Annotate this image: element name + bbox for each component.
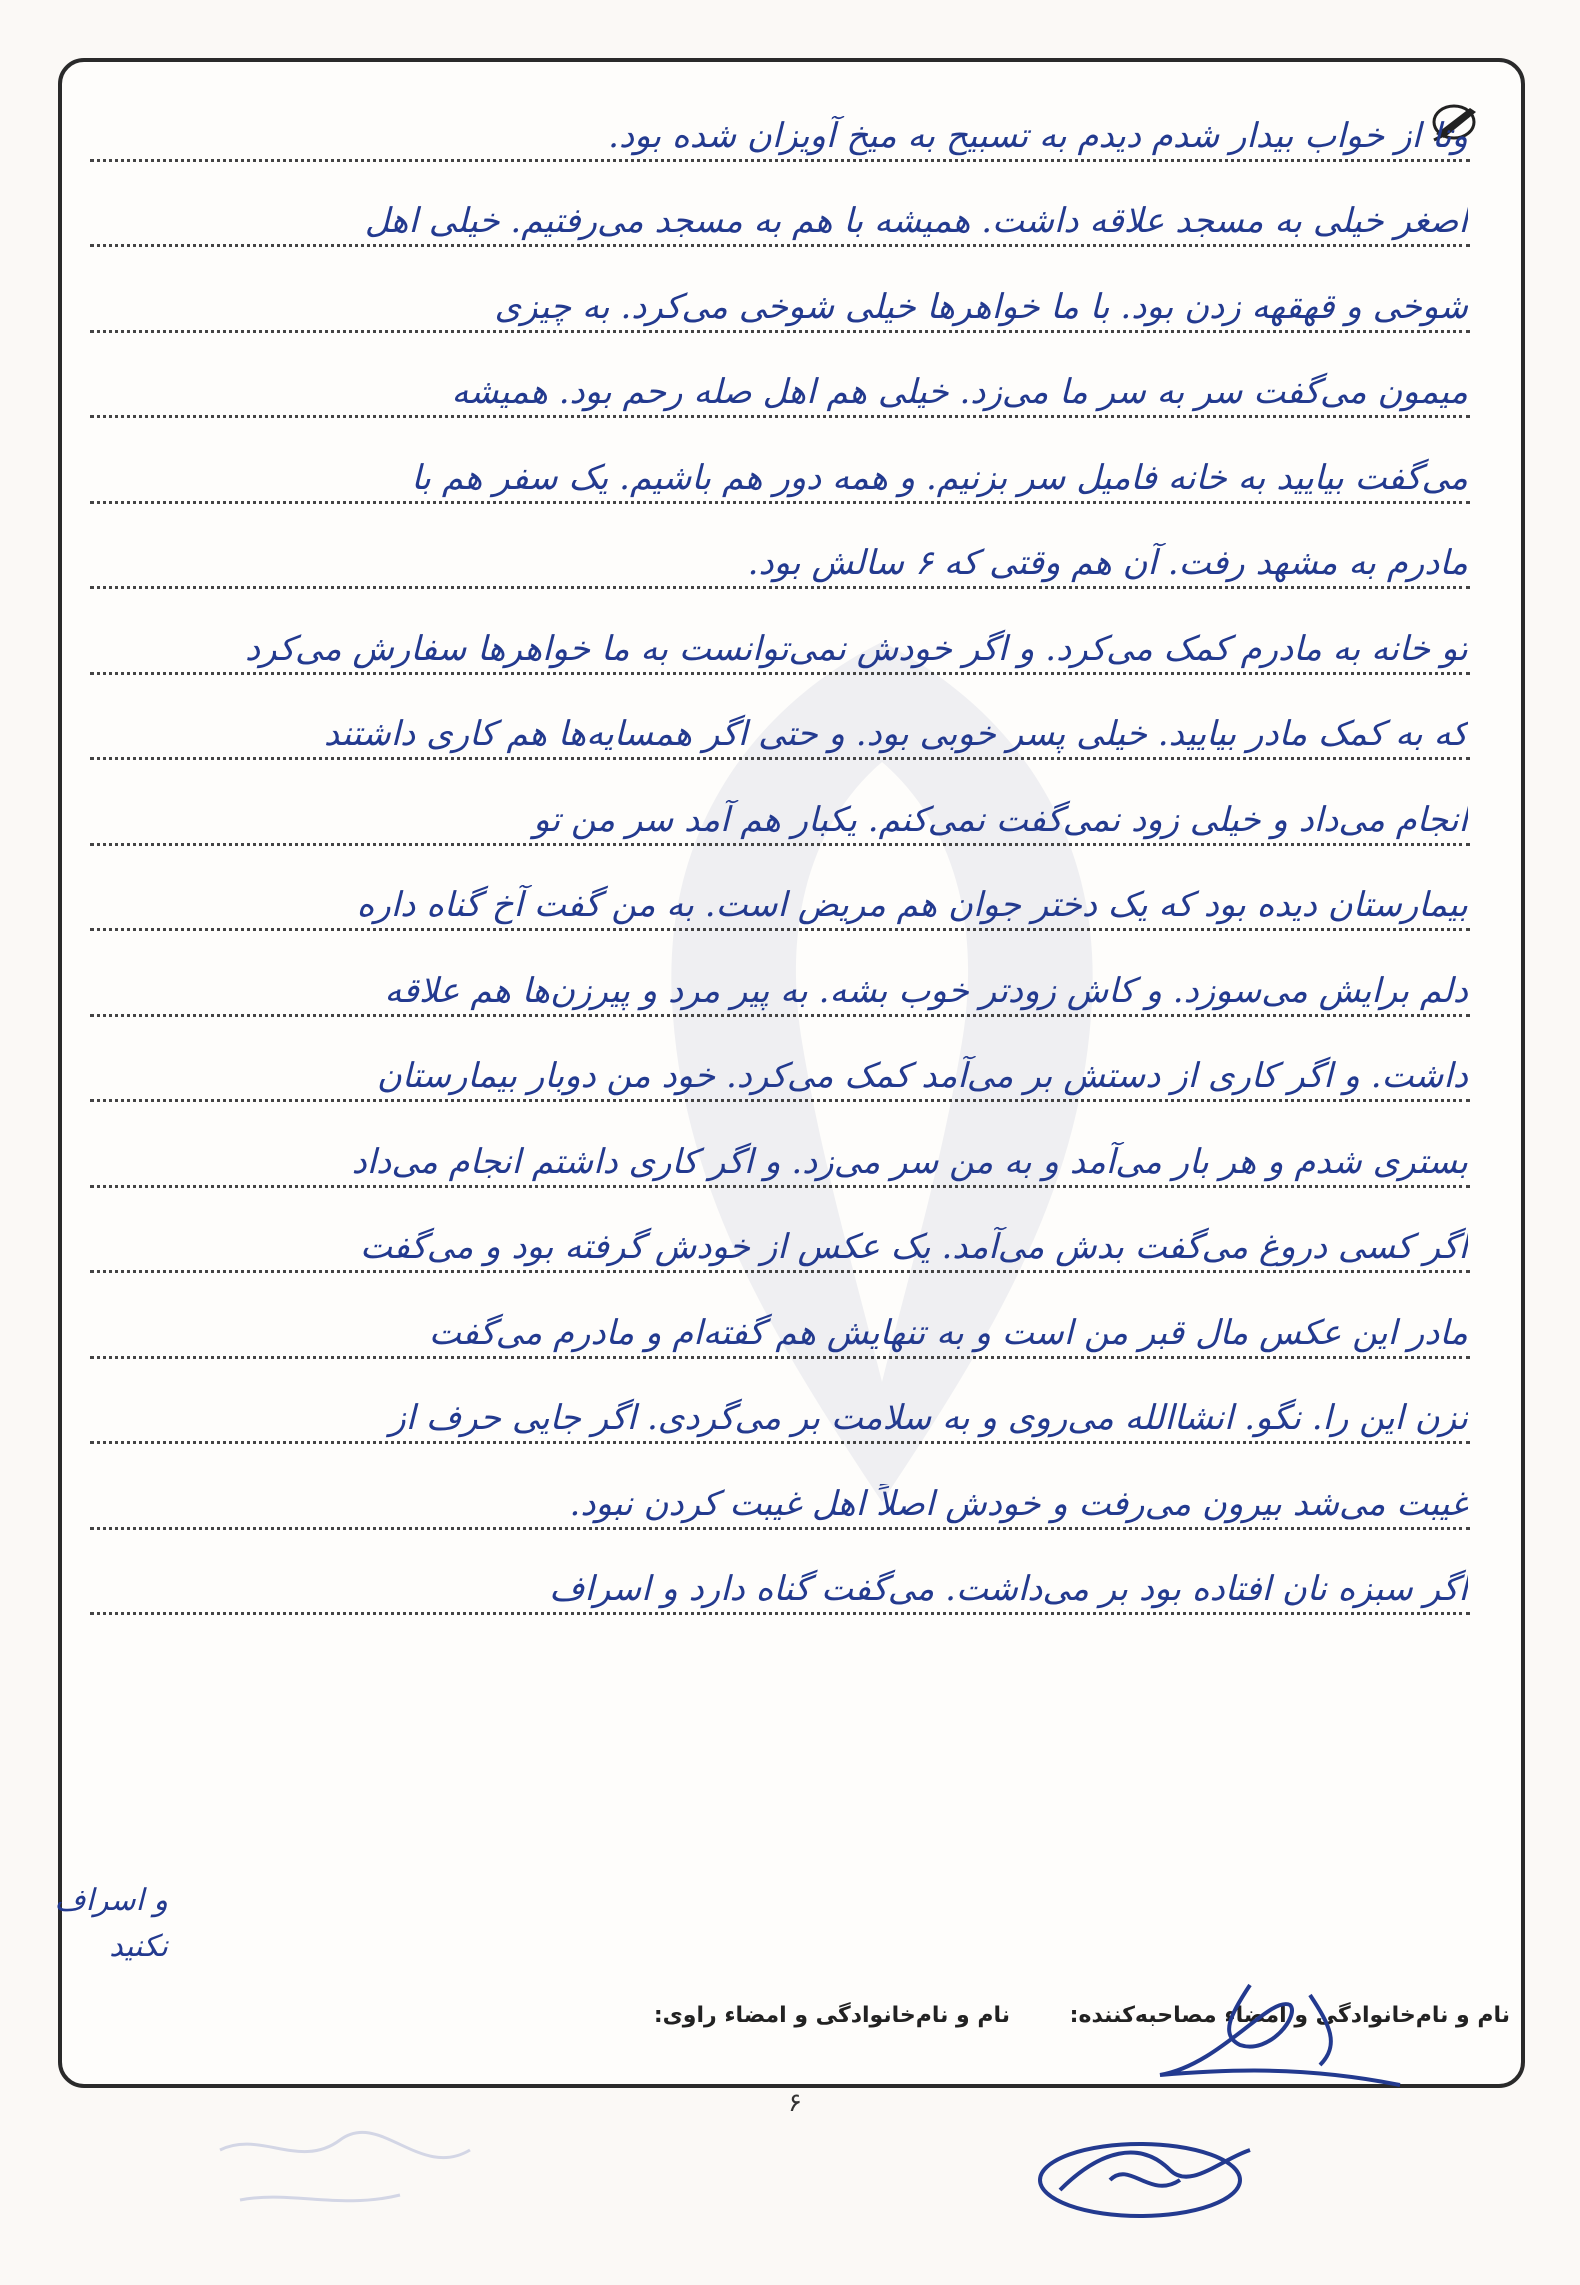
text-line <box>90 1544 1490 1630</box>
line-text: اصغر خیلی به مسجد علاقه داشت. همیشه با هم به مسجد می‌رفتیم. خیلی اهل <box>364 201 1468 241</box>
text-line <box>90 1287 1490 1373</box>
text-line <box>90 90 1490 176</box>
line-text: اگر سبزه نان افتاده بود بر می‌داشت. می‌گفت گناه دارد و اسراف <box>549 1569 1468 1609</box>
line-text: می‌گفت بیایید به خانه فامیل سر بزنیم. و همه دور هم باشیم. یک سفر هم با <box>411 457 1468 498</box>
line-text: تو خانه به مادرم کمک می‌کرد. و اگر خودش نمی‌توانست به ما خواهرها سفارش می‌کرد <box>244 628 1468 669</box>
text-line <box>90 689 1490 775</box>
text-line <box>90 1458 1490 1544</box>
page-number: ۶ <box>788 2088 802 2118</box>
line-text: شوخی و قهقهه زدن بود. با ما خواهرها خیلی شوخی می‌کرد. به چیزی <box>494 286 1468 327</box>
interviewer-signature-label: نام و نام‌خانوادگی و امضاء مصاحبه‌کننده: <box>1069 2003 1510 2028</box>
text-line <box>90 1202 1490 1288</box>
handwritten-lines <box>90 90 1490 1629</box>
line-text: که به کمک مادر بیایید. خیلی پسر خوبی بود. و حتی اگر همسایه‌ها هم کاری داشتند <box>323 714 1468 754</box>
text-line <box>90 860 1490 946</box>
text-line <box>90 518 1490 604</box>
narrator-signature <box>1020 2120 1280 2230</box>
text-line <box>90 774 1490 860</box>
line-text: اگر کسی دروغ می‌گفت بدش می‌آمد. یک عکس از خودش گرفته بود و می‌گفت <box>359 1227 1468 1267</box>
text-line <box>90 603 1490 689</box>
line-text: بیمارستان دیده بود که یک دختر جوان هم مریض است. به من گفت آخ گناه داره <box>356 885 1468 925</box>
line-text: بستری شدم و هر بار می‌آمد و به من سر می‌زد. و اگر کاری داشتم انجام می‌داد <box>351 1141 1468 1182</box>
line-text: نزن این را. نگو. انشاالله می‌روی و به سلامت بر می‌گردی. اگر جایی حرف از <box>389 1398 1468 1438</box>
text-line <box>90 176 1490 262</box>
line-text: مادرم به مشهد رفت. آن هم وقتی که ۶ سالش بود. <box>747 543 1468 583</box>
text-line <box>90 1031 1490 1117</box>
line-text: وتا از خواب بیدار شدم دیدم به تسبیح به میخ آویزان شده بود. <box>608 115 1468 156</box>
text-line <box>90 1373 1490 1459</box>
line-text: میمون می‌گفت سر به سر ما می‌زد. خیلی هم اهل صله رحم بود. همیشه <box>451 372 1468 412</box>
line-text: انجام می‌داد و خیلی زود نمی‌گفت نمی‌کنم. یکبار هم آمد سر من تو <box>533 799 1468 840</box>
narrator-signature-label: نام و نام‌خانوادگی و امضاء راوی: <box>653 2003 1010 2028</box>
text-line <box>90 945 1490 1031</box>
text-line <box>90 261 1490 347</box>
text-line <box>90 1116 1490 1202</box>
line-text: غیبت می‌شد بیرون می‌رفت و خودش اصلاً اهل غیبت کردن نبود. <box>569 1483 1468 1524</box>
margin-note: و اسراف نکنید <box>54 1883 168 1964</box>
line-text: داشت. و اگر کاری از دستش بر می‌آمد کمک می‌کرد. خود من دوبار بیمارستان <box>376 1056 1468 1096</box>
interviewer-signature <box>1100 1975 1460 2105</box>
line-text: دلم برایش می‌سوزد. و کاش زودتر خوب بشه. به پیر مرد و پیرزن‌ها هم علاقه <box>384 970 1468 1011</box>
text-line <box>90 432 1490 518</box>
bleed-through-scribble <box>200 2090 500 2230</box>
text-line <box>90 347 1490 433</box>
line-text: مادر این عکس مال قبر من است و به تنهایش هم گفته‌ام و مادرم می‌گفت <box>428 1312 1468 1353</box>
